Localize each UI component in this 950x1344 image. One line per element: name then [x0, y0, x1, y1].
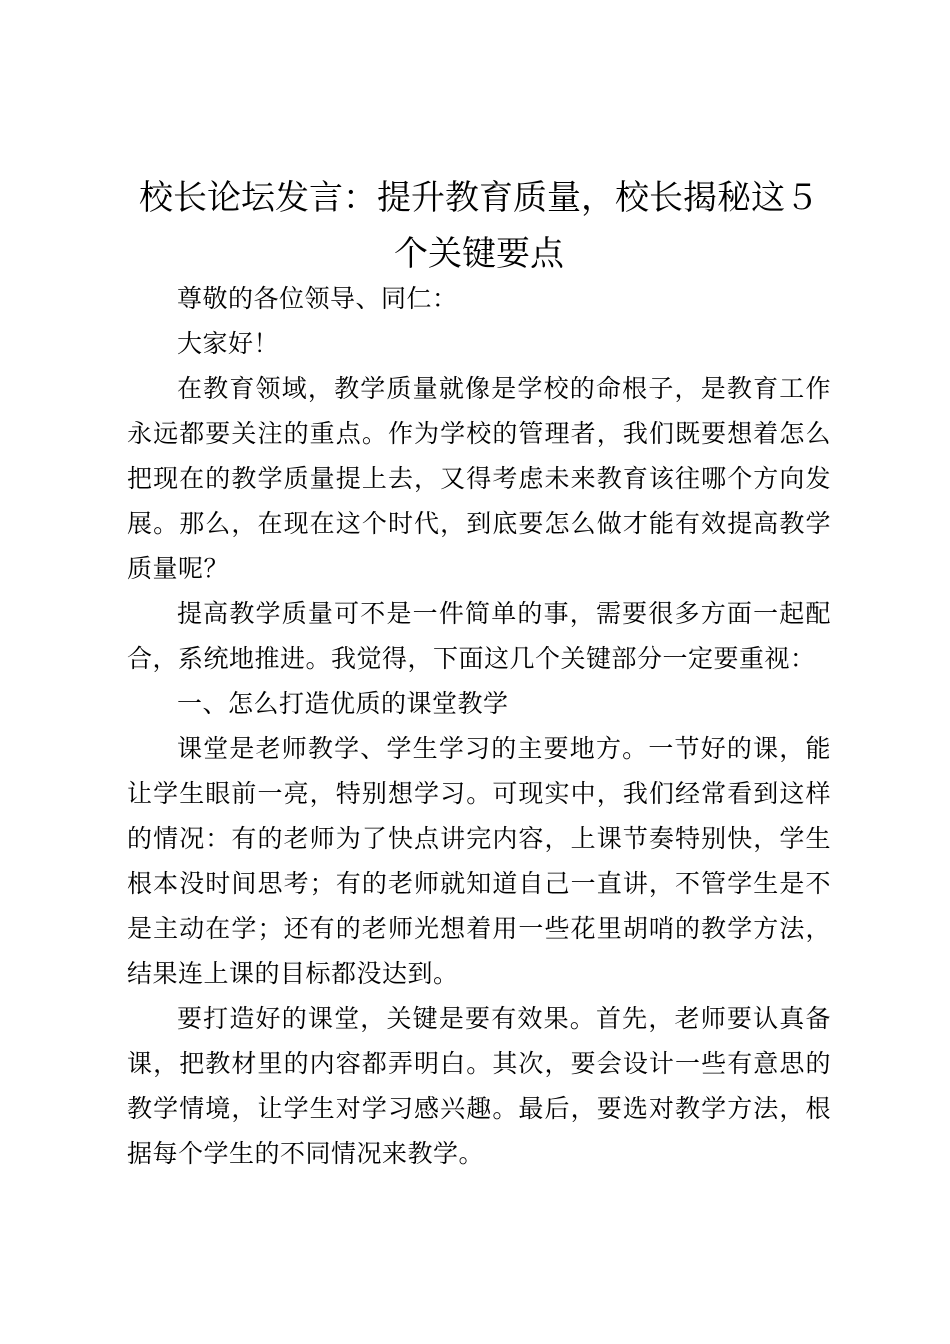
salutation-paragraph: 大家好！ — [177, 329, 280, 358]
intro-paragraph: 在教育领域，教学质量就像是学校的命根子，是教育工作永远都要关注的重点。作为学校的管理者，我们既要想着怎么把现在的教学质量提上去，又得考虑未来教育该往哪个方向发展。那么，在现在这个时代，到底要怎么做才能有效提高教学质量呢？ — [127, 374, 831, 583]
key-points-paragraph: 提高教学质量可不是一件简单的事，需要很多方面一起配合，系统地推进。我觉得，下面这几个关键部分一定要重视： — [127, 599, 831, 673]
effective-classroom-paragraph: 要打造好的课堂，关键是要有效果。首先，老师要认真备课，把教材里的内容都弄明白。其次，要会设计一些有意思的教学情境，让学生对学习感兴趣。最后，要选对教学方法，根据每个学生的不同情况来教学。 — [127, 1004, 831, 1168]
classroom-paragraph: 课堂是老师教学、学生学习的主要地方。一节好的课，能让学生眼前一亮，特别想学习。可现实中，我们经常看到这样的情况：有的老师为了快点讲完内容，上课节奏特别快，学生根本没时间思考；有的老师就知道自己一直讲，不管学生是不是主动在学；还有的老师光想着用一些花里胡哨的教学方法，结果连上课的目标都没达到。 — [127, 734, 831, 988]
document-page — [127, 0, 831, 1344]
document-title: 校长论坛发言：提升教育质量，校长揭秘这５个关键要点 — [139, 178, 819, 274]
section-heading-1: 一、怎么打造优质的课堂教学 — [177, 689, 509, 718]
document-body — [127, 276, 831, 1176]
greeting-paragraph: 尊敬的各位领导、同仁： — [177, 284, 458, 313]
